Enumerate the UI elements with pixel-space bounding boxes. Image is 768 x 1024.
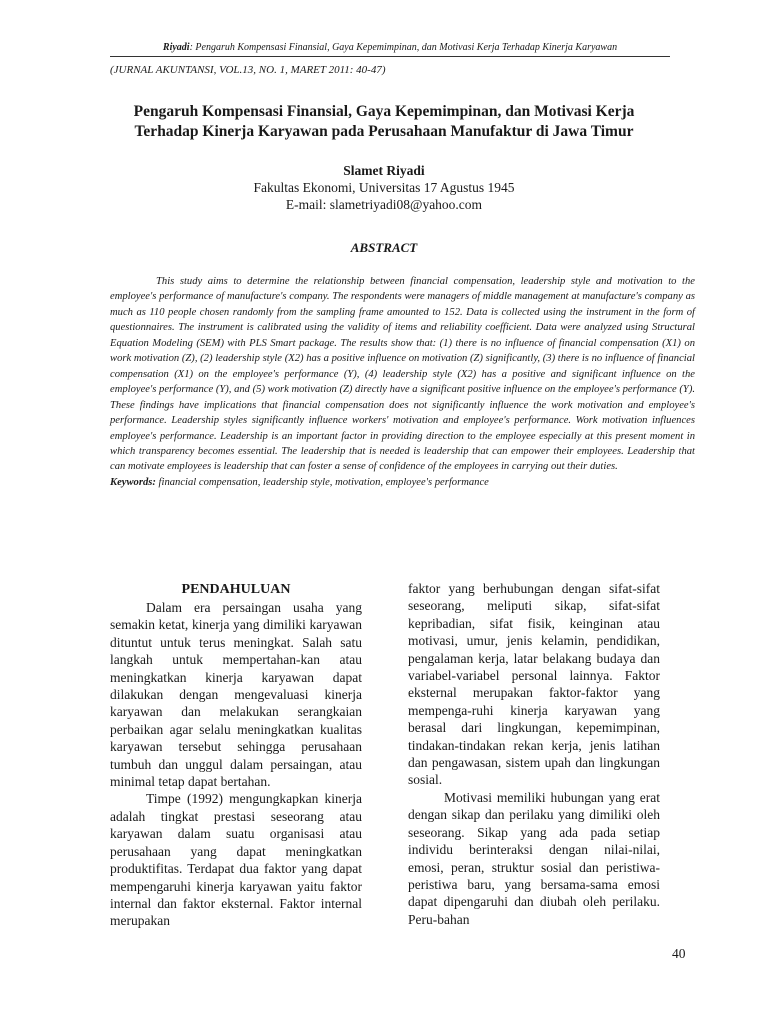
journal-reference: (JURNAL AKUNTANSI, VOL.13, NO. 1, MARET 2011: 40-47)	[110, 64, 386, 76]
author-email: E-mail: slametriyadi08@yahoo.com	[285, 197, 483, 212]
paper-title-line-2: Terhadap Kinerja Karyawan pada Perusahaan Manufaktur di Jawa Timur	[134, 123, 634, 140]
body-column-right	[408, 580, 660, 928]
body-paragraph: Motivasi memiliki hubungan yang erat dengan sikap dan perilaku yang dimiliki oleh seseorang. Sikap yang ada pada setiap individu berinteraksi dengan nilai-nilai, emosi, peran, struktur sosial dan peristiwa-peristiwa baru, yang bersama-sama emosi dapat dipengaruhi dan diubah oleh perilaku. Peru-bahan	[408, 789, 660, 927]
abstract-text: This study aims to determine the relationship between financial compensation, leadership style and motivation to the employee's performance of manufacture's company. The respondents were managers of middle management at manufacture's company as much as 110 people chosen randomly from the sampling frame amounted to 152. Data is collected using the instrument in the form of questionnaires. The instrument is calibrated using the validity of items and reliability coefficient. Data were analyzed using Structural Equation Modeling (SEM) with PLS Smart package. The results show that: (1) there is no influence of financial compensation (X1) on work motivation (Z), (2) leadership style (X2) has a positive influence on motivation (Z) significantly, (3) there is no influence of financial compensation (X1) on the employee's performance (Y), (4) leadership style (X2) has a positive and significant influence on the employee's performance (Y), and (5) work motivation (Z) directly have a significant positive influence on the employee's performance (Y). These findings have implications that financial compensation does not significantly influence the work motivation and employee's performance. Leadership styles significantly influence workers' motivation and employee's performance. Work motivation influences employee's performance. Leadership is an important factor in providing direction to the employee especially at this present moment in which transparency becomes essential. The leadership that is needed is leadership that can empower their employees. Leadership that can motivate employees is leadership that can foster a sense of confidence of the employees in carrying out their duties.	[110, 276, 695, 473]
body-paragraph: Dalam era persaingan usaha yang semakin ketat, kinerja yang dimiliki karyawan dituntut untuk terus meningkat. Salah satu langkah untuk mempertahan-kan atau meningkatkan kinerja karyawan dapat dilakukan dengan mengevaluasi kinerja karyawan dan melakukan serangkaian perbaikan agar selalu meningkatkan kualitas karyawan tersebut sehingga perusahaan tumbuh dan unggul dalam persaingan, atau minimal tetap dapat bertahan.	[110, 600, 362, 790]
paper-title	[60, 102, 708, 142]
author-block	[0, 162, 768, 213]
running-header	[110, 42, 670, 57]
keywords	[110, 475, 695, 490]
body-paragraph: faktor yang berhubungan dengan sifat-sifat seseorang, meliputi sikap, sifat-sifat kepribadian, sifat fisik, keinginan atau motivasi, umur, jenis kelamin, pendidikan, pengalaman kerja, latar belakang budaya dan variabel-variabel personal lainnya. Faktor eksternal merupakan faktor-faktor yang mempenga-ruhi kinerja karyawan yang berasal dari lingkungan, kepemimpinan, tindakan-tindakan rekan kerja, jenis latihan dan pengawasan, sistem upah dan lingkungan sosial.	[408, 581, 660, 788]
running-header-author: Riyadi	[162, 42, 190, 53]
keywords-label: Keywords:	[110, 476, 156, 488]
author-affiliation: Fakultas Ekonomi, Universitas 17 Agustus 1945	[253, 180, 515, 195]
body-column-left	[110, 580, 362, 930]
keywords-text: financial compensation, leadership style, motivation, employee's performance	[155, 476, 489, 488]
paper-title-line-1: Pengaruh Kompensasi Finansial, Gaya Kepemimpinan, dan Motivasi Kerja	[133, 103, 635, 120]
abstract-paragraph	[110, 274, 695, 475]
abstract-heading: ABSTRACT	[350, 240, 418, 255]
body-paragraph: Timpe (1992) mengungkapkan kinerja adalah tingkat prestasi seseorang atau karyawan dalam suatu organisasi atau perusahaan yang dapat meningkatkan produktifitas. Terdapat dua faktor yang dapat mempengaruhi kinerja karyawan yaitu faktor internal dan faktor eksternal. Faktor internal merupakan	[110, 791, 362, 929]
author-name: Slamet Riyadi	[343, 163, 425, 178]
abstract-section	[110, 274, 695, 490]
section-heading-pendahuluan: PENDAHULUAN	[181, 582, 291, 597]
running-header-title: : Pengaruh Kompensasi Finansial, Gaya Kepemimpinan, dan Motivasi Kerja Terhadap Kinerja Karyawan	[189, 42, 618, 53]
page-number: 40	[672, 946, 686, 961]
